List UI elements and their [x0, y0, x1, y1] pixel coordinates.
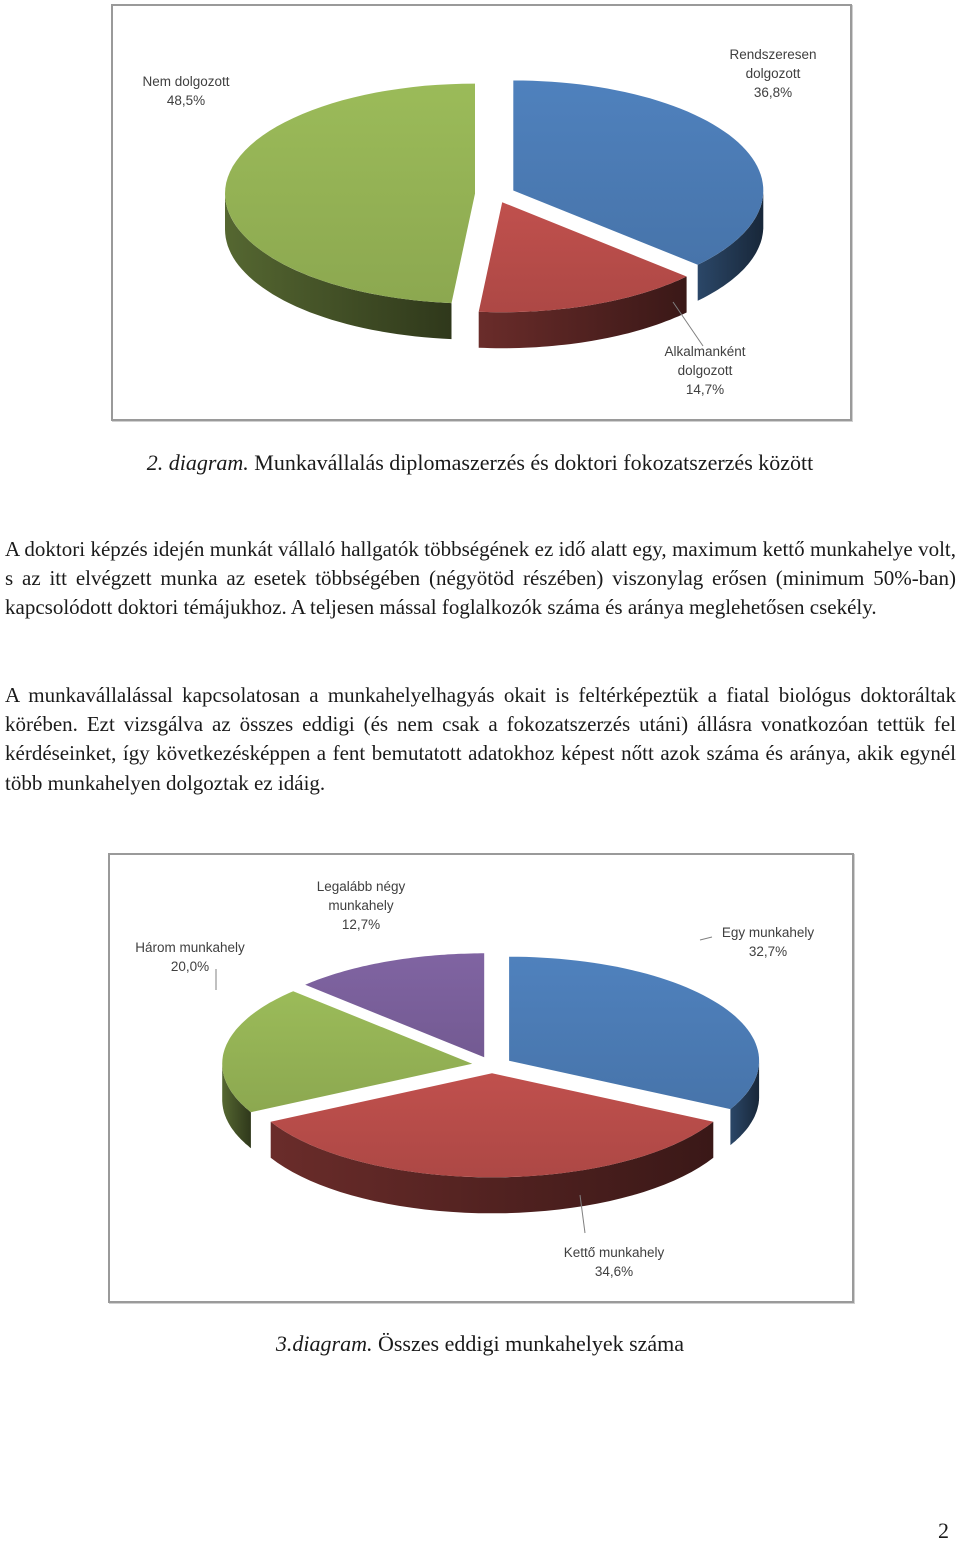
data-label-egy-munkahely: Egy munkahely 32,7% — [721, 925, 815, 959]
body-paragraph-2: A munkavállalással kapcsolatosan a munkahelyelhagyás okait is feltérképeztük a fiatal biológus doktoráltak körében. Ezt vizsgálva az összes eddigi (és nem csak a fokozatszerzés utáni) állásra vonatkozóan tettük fel kérdéseinket, így következésképpen a fent bemutatott adatokhoz képest nőtt azok száma és aránya, akik egynél több munkahelyen dolgoztak ez idáig. — [5, 683, 956, 795]
chart-diagram-2 — [111, 4, 852, 421]
data-label-nem-dolgozott: Nem dolgozott 48,5% — [142, 74, 230, 108]
figure-caption-2 — [0, 450, 960, 476]
label-leader-line — [673, 302, 703, 346]
page-number: 2 — [938, 1518, 949, 1543]
pie-chart-workplaces — [110, 855, 852, 1301]
caption-number: 2. diagram. — [146, 450, 249, 475]
figure-caption-3 — [0, 1331, 960, 1357]
label-leader-line — [700, 937, 712, 940]
caption-text: Összes eddigi munkahelyek száma — [372, 1331, 685, 1356]
data-label-ketto-munkahely: Kettő munkahely 34,6% — [563, 1245, 665, 1279]
data-label-alkalmankent-dolgozott: Alkalmanként dolgozott 14,7% — [664, 344, 746, 397]
caption-number: 3.diagram. — [275, 1331, 373, 1356]
body-paragraph-1: A doktori képzés idején munkát vállaló hallgatók többségének ez idő alatt egy, maximum kettő munkahelye volt, s az itt elvégzett munka az esetek többségében (négyötöd részében) viszonylag erősen (minimum 50%-ban) kapcsolódott doktori témájukhoz. A teljesen mással foglalkozók száma és aránya meglehetősen csekély. — [5, 537, 956, 620]
data-label-harom-munkahely: Három munkahely 20,0% — [135, 940, 245, 974]
data-label-legalabb-negy-munkahely: Legalább négy munkahely 12,7% — [316, 879, 406, 932]
caption-text: Munkavállalás diplomaszerzés és doktori fokozatszerzés között — [248, 450, 814, 475]
pie-chart-employment — [113, 6, 850, 419]
data-label-rendszeresen-dolgozott: Rendszeresen dolgozott 36,8% — [729, 47, 817, 100]
chart-diagram-3 — [108, 853, 854, 1303]
